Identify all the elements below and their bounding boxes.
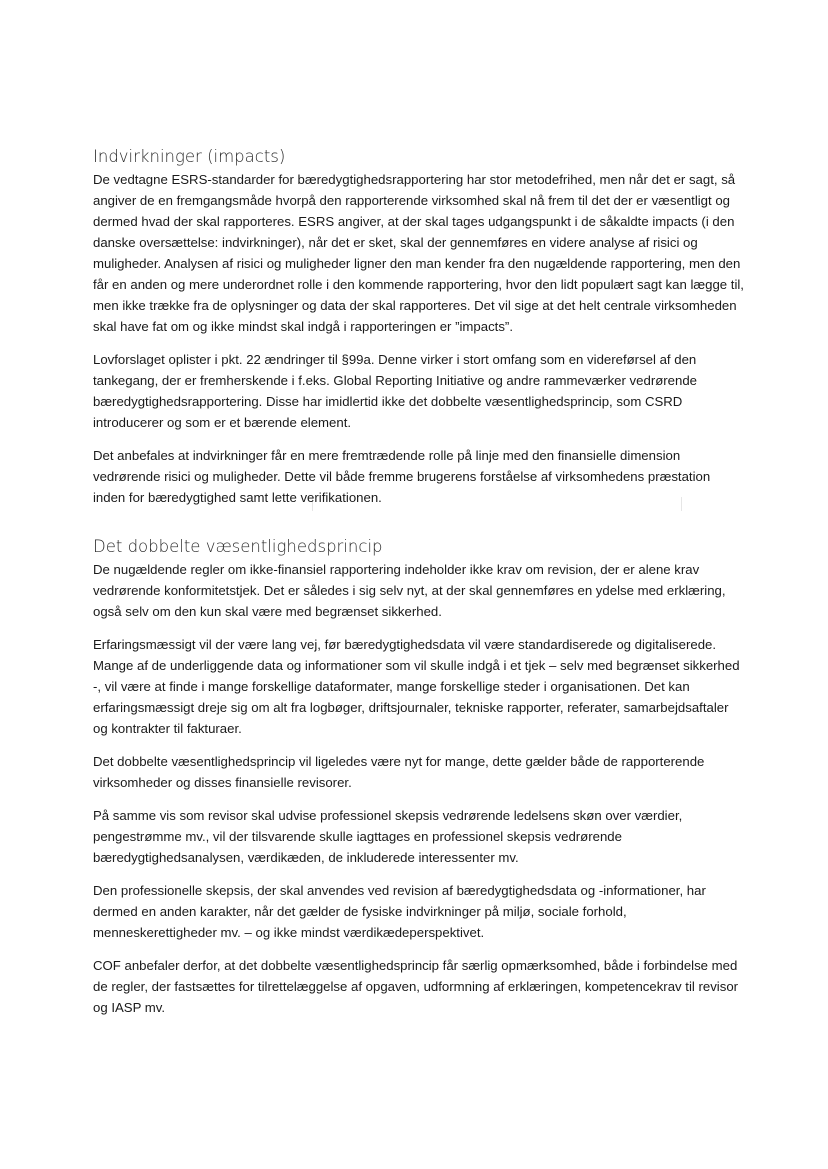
- paragraph: COF anbefaler derfor, at det dobbelte væsentlighedsprincip får særlig opmærksomhed, både i forbindelse med de regler, der fastsættes for tilrettelæggelse af opgaven, udformning af erklæringen, kompetencekrav til revisor og IASP mv.: [93, 958, 739, 1015]
- paragraph: Det dobbelte væsentlighedsprincip vil ligeledes være nyt for mange, dette gælder både de rapporterende virksomheder og disses finansielle revisorer.: [93, 754, 705, 790]
- paragraph: Lovforslaget oplister i pkt. 22 ændringer til §99a. Denne virker i stort omfang som en videreførsel af den tankegang, der er fremherskende i f.eks. Global Reporting Initiative og andre rammeværker vedrørende bæredygtighedsrapportering. Disse har imidlertid ikke det dobbelte væsentlighedsprincip, som CSRD introducerer og som er et bærende element.: [93, 352, 697, 430]
- section-heading: Indvirkninger (impacts): [93, 147, 286, 166]
- section-double-materiality: [93, 536, 745, 1018]
- section-impacts: [93, 146, 745, 508]
- paragraph: De vedtagne ESRS-standarder for bæredygtighedsrapportering har stor metodefrihed, men når det er sagt, så angiver de en fremgangsmåde hvorpå den rapporterende virksomhed skal nå frem til det der er væsentligt og dermed hvad der skal rapporteres. ESRS angiver, at der skal tages udgangspunkt i de såkaldte impacts (i den danske oversættelse: indvirkninger), når det er sket, skal der gennemføres en videre analyse af risici og muligheder. Analysen af risici og muligheder ligner den man kender fra den nugældende rapportering, men den får en anden og mere underordnet rolle i den kommende rapportering, hvor den lidt populært sagt kan lægge til, men ikke trække fra de oplysninger og data der skal rapporteres. Det vil sige at det helt centrale virksomheden skal have fat om og ikke mindst skal indgå i rapporteringen er ”impacts”.: [93, 172, 744, 334]
- paragraph: De nugældende regler om ikke-finansiel rapportering indeholder ikke krav om revision, der er alene krav vedrørende konformitetstjek. Det er således i sig selv nyt, at der skal gennemføres en ydelse med erklæring, også selv om den kun skal være med begrænset sikkerhed.: [93, 562, 726, 619]
- section-heading: Det dobbelte væsentlighedsprincip: [93, 537, 383, 556]
- paragraph: Den professionelle skepsis, der skal anvendes ved revision af bæredygtighedsdata og -informationer, har dermed en anden karakter, når det gælder de fysiske indvirkninger på miljø, sociale forhold, menneskerettigheder mv. – og ikke mindst værdikædeperspektivet.: [93, 883, 706, 940]
- paragraph: Det anbefales at indvirkninger får en mere fremtrædende rolle på linje med den finansielle dimension vedrørende risici og muligheder. Dette vil både fremme brugerens forståelse af virksomhedens præstation inden for bæredygtighed samt lette verifikationen.: [93, 448, 711, 505]
- paragraph: Erfaringsmæssigt vil der være lang vej, før bæredygtighedsdata vil være standardiserede og digitaliserede. Mange af de underliggende data og informationer som vil skulle indgå i et tjek – selv med begrænset sikkerhed -, vil være at finde i mange forskellige dataformater, mange forskellige steder i organisationen. Det kan erfaringsmæssigt dreje sig om alt fra logbøger, driftsjournaler, tekniske rapporter, referater, samarbejdsaftaler og kontrakter til fakturaer.: [93, 637, 740, 736]
- document-body: [93, 146, 745, 1040]
- paragraph: På samme vis som revisor skal udvise professionel skepsis vedrørende ledelsens skøn over værdier, pengestrømme mv., vil der tilsvarende skulle iagttages en professionel skepsis vedrørende bæredygtighedsanalysen, værdikæden, de inkluderede interessenter mv.: [93, 808, 683, 865]
